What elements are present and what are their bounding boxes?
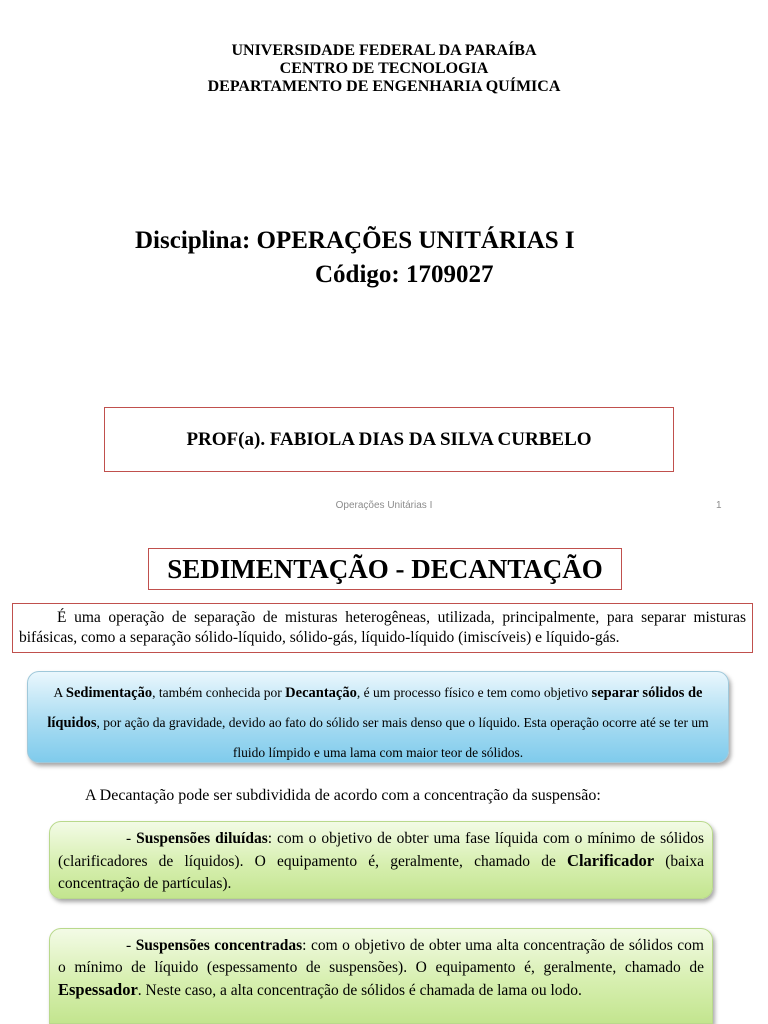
footer-title: Operações Unitárias I — [335, 500, 433, 511]
term-decantacao: Decantação — [285, 685, 357, 701]
professor-name: PROF(a). FABIOLA DIAS DA SILVA CURBELO — [186, 428, 592, 450]
course-code: Código: 1709027 — [315, 261, 494, 288]
department-name: DEPARTAMENTO DE ENGENHARIA QUÍMICA — [207, 78, 561, 95]
diluted-text-part: : com o objetivo de obter uma fase líquida com o mínimo de sólidos (clarificadores de líquidos). O equipamento é, geralmente, chamado de — [58, 830, 704, 870]
diluted-text-part: (baixa concentração de partículas). — [58, 853, 704, 892]
concentrated-suspensions-box — [49, 928, 713, 1024]
university-name: UNIVERSIDADE FEDERAL DA PARAÍBA — [231, 42, 537, 59]
center-name: CENTRO DE TECNOLOGIA — [279, 60, 489, 77]
concentrated-text-part: - — [126, 937, 136, 954]
concentrated-text-part: . Neste caso, a alta concentração de sólidos é chamada de lama ou lodo. — [137, 982, 582, 999]
term-suspensoes-concentradas: Suspensões concentradas — [135, 937, 303, 954]
term-suspensoes-diluidas: Suspensões diluídas — [136, 830, 268, 847]
professor-box — [104, 407, 674, 472]
term-separar-solidos: separar sólidos de líquidos — [47, 685, 703, 731]
diluted-text-part: - — [126, 830, 137, 847]
definition-text-part: , por ação da gravidade, devido ao fato do sólido ser mais denso que o líquido. Esta operação ocorre até se ter um fluido límpido e uma lama com maior teor de sólidos. — [96, 715, 709, 760]
institution-header — [0, 42, 768, 96]
concentrated-text-part: : com o objetivo de obter uma alta concentração de sólidos com o mínimo de líquido (espessamento de suspensões). O equipamento é, geralmente, chamado de — [58, 937, 704, 976]
slide-title-box — [148, 548, 622, 590]
intro-text: É uma operação de separação de misturas heterogêneas, utilizada, principalmente, para separar misturas bifásicas, como a separação sólido-líquido, sólido-gás, líquido-líquido (imiscíveis) e líquido-gás. — [19, 609, 746, 646]
diluted-suspensions-box — [49, 821, 713, 899]
definition-text-part: , é um processo físico e tem como objetivo — [356, 685, 592, 700]
definition-text — [47, 685, 708, 760]
diluted-text — [58, 828, 704, 895]
term-espessador: Espessador — [58, 980, 138, 999]
concentrated-text — [58, 935, 704, 1002]
subdivision-text: A Decantação pode ser subdividida de acordo com a concentração da suspensão: — [85, 787, 601, 804]
page-number: 1 — [716, 500, 722, 511]
definition-box — [27, 671, 729, 763]
definition-text-part: A — [53, 685, 66, 700]
term-clarificador: Clarificador — [567, 851, 655, 870]
term-sedimentacao: Sedimentação — [65, 685, 153, 701]
discipline-title: Disciplina: OPERAÇÕES UNITÁRIAS I — [135, 227, 575, 254]
definition-text-part: , também conhecida por — [152, 685, 286, 700]
slide-title: SEDIMENTAÇÃO - DECANTAÇÃO — [167, 553, 603, 584]
intro-box — [12, 603, 753, 653]
